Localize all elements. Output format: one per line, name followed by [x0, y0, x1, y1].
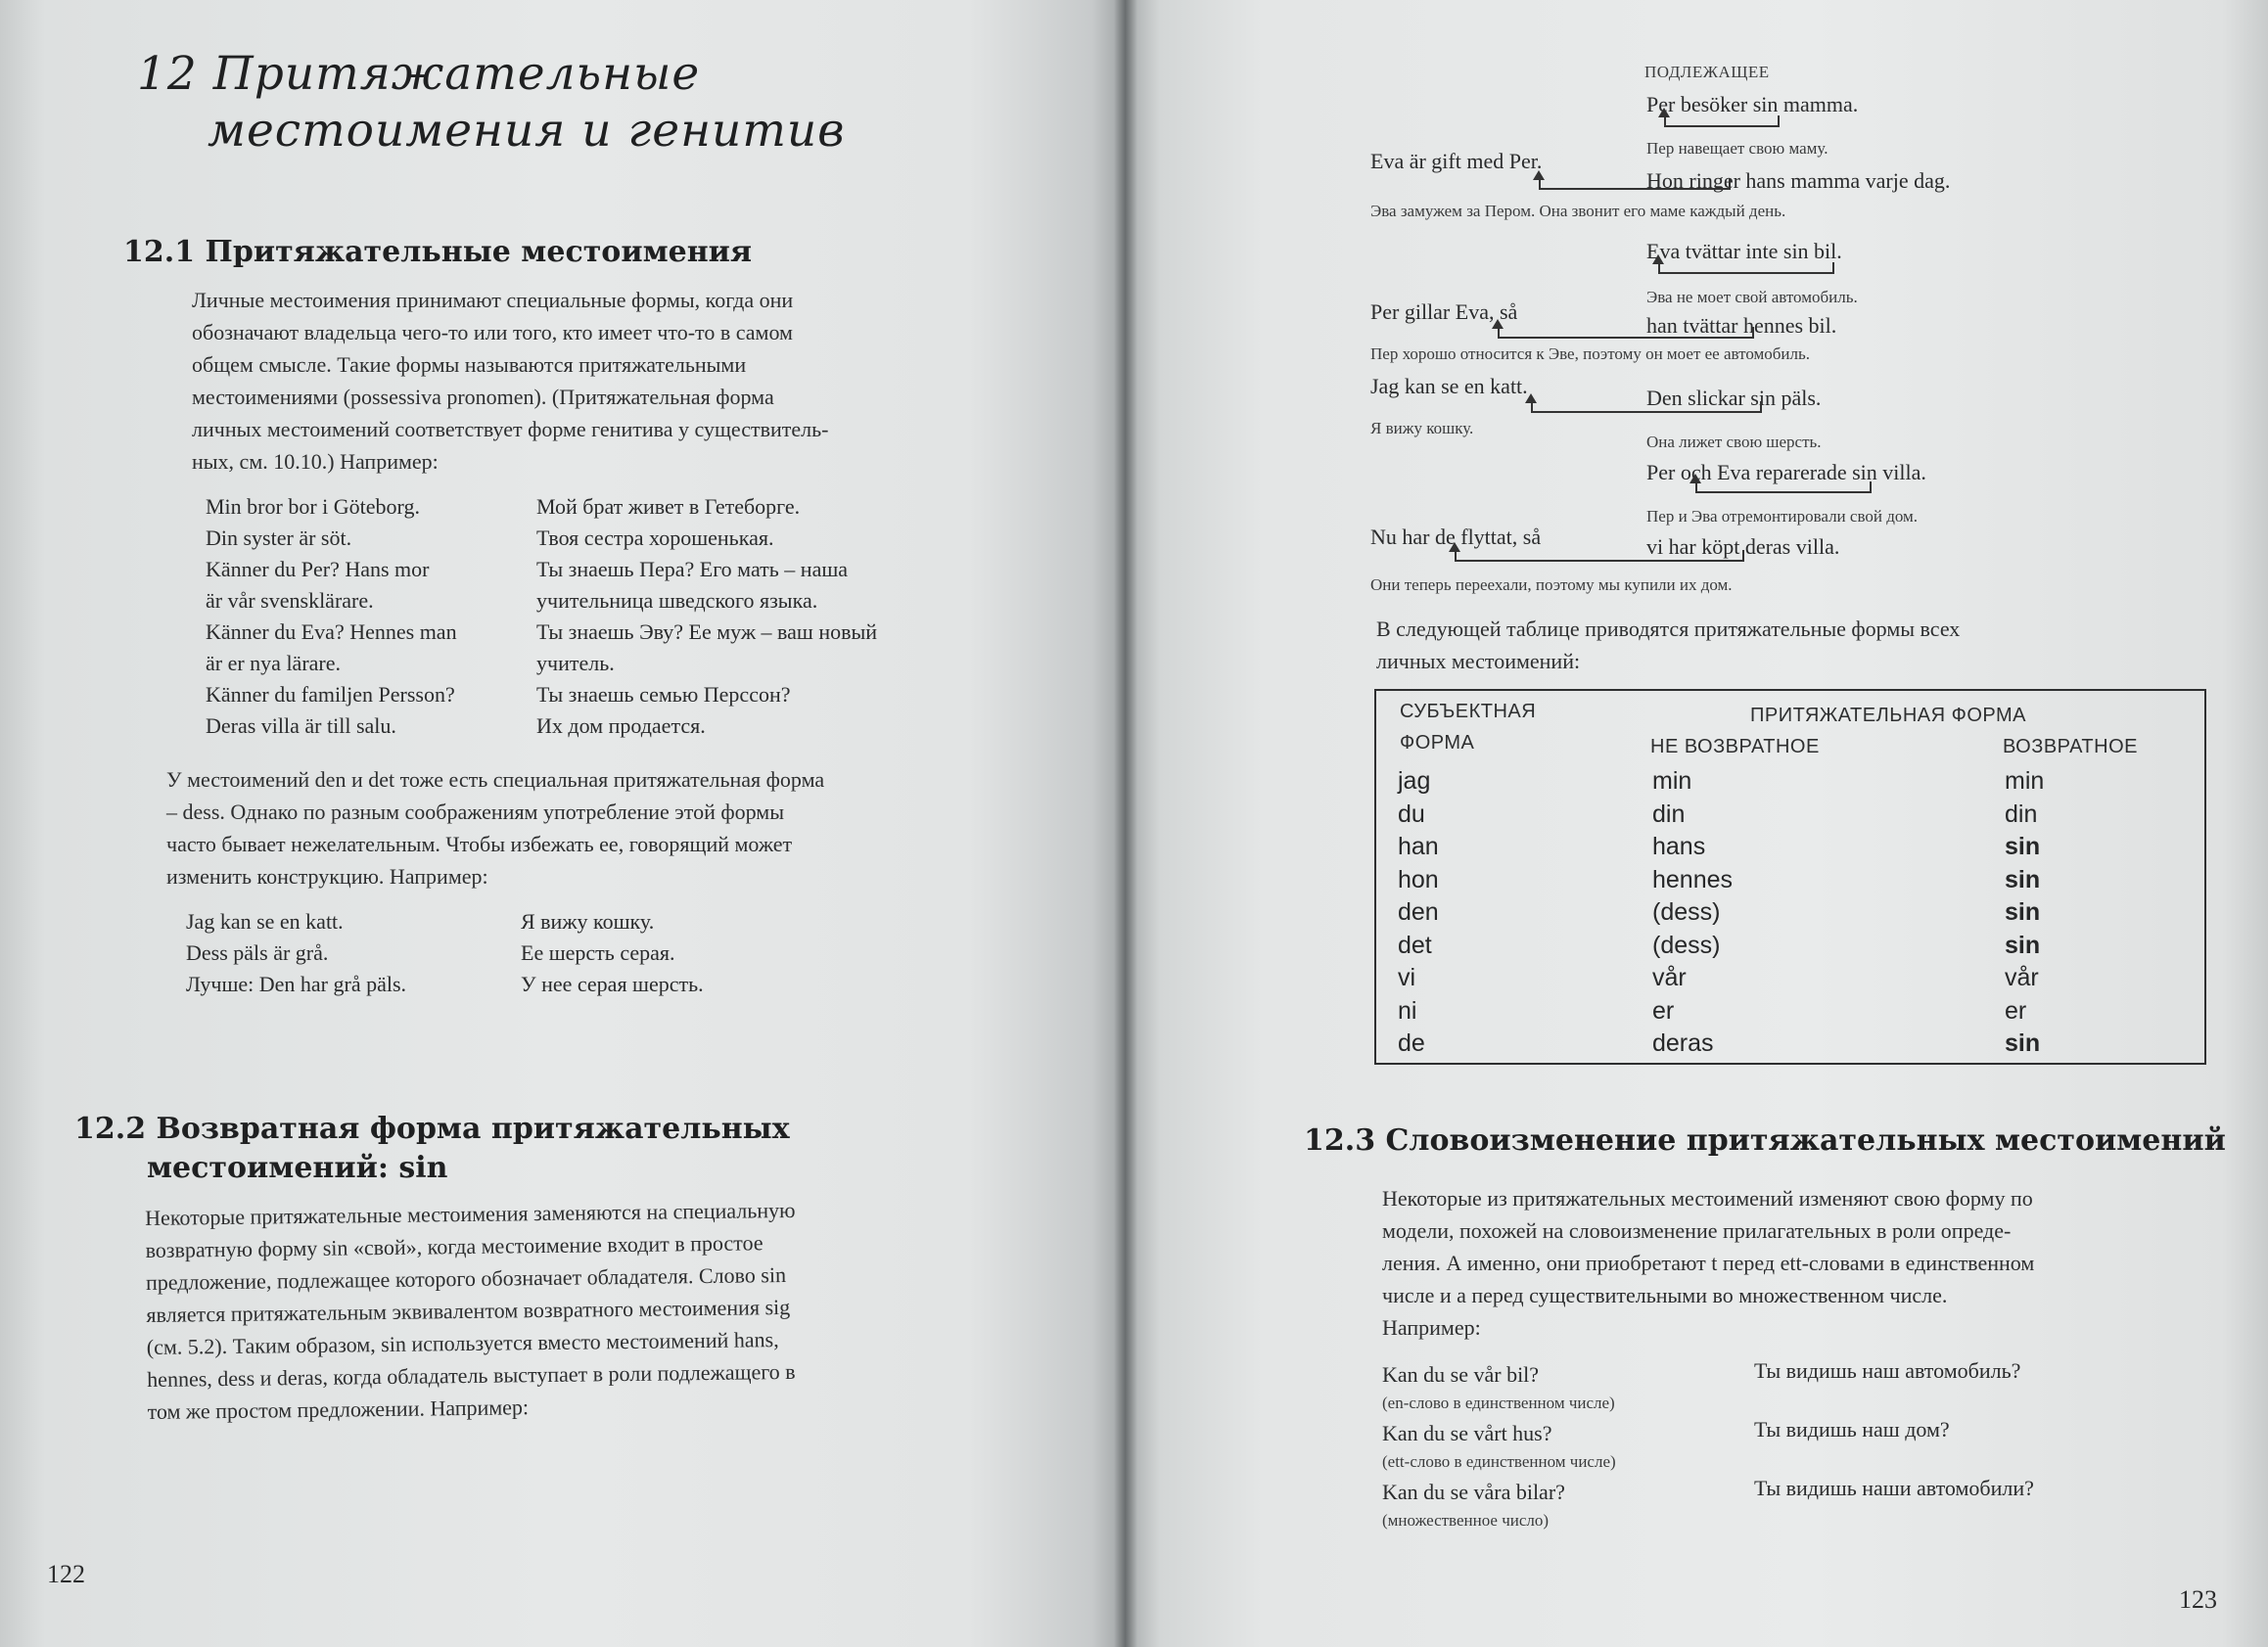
cell-reflexive: sin [2005, 898, 2041, 926]
arrow-up-icon [1492, 319, 1504, 329]
cell-subject: ni [1398, 996, 1417, 1025]
diagram-translation-5b: Она лижет свою шерсть. [1646, 433, 1822, 451]
diagram-sentence-2: Hon ringer hans mamma varje dag. [1646, 168, 1951, 193]
diagram-bracket [1539, 178, 1731, 190]
example-3-1-sv: Kan du se vår bil? [1382, 1362, 1540, 1387]
cell-non-reflexive: (dess) [1652, 931, 1721, 959]
example-3-2-sv: Kan du se vårt hus? [1382, 1421, 1552, 1445]
example-sv: är er nya lärare. [206, 651, 342, 675]
possessive-pronoun-table [1374, 689, 2206, 1065]
section-12-1-paragraph [192, 284, 995, 478]
example-3-1-ru: Ты видишь наш автомобиль? [1754, 1358, 2021, 1383]
diagram-sentence-5: Den slickar sin päls. [1646, 386, 1822, 410]
example-ru: Ты знаешь Эву? Ее муж – ваш новый [536, 619, 878, 644]
example-3-3-note: (множественное число) [1382, 1511, 1550, 1530]
para-line: числе и а перед существительными во множественном числе. [1382, 1283, 1948, 1307]
arrow-up-icon [1689, 474, 1701, 483]
para-line: – dess. Однако по разным соображениям употребление этой формы [166, 800, 784, 824]
diagram-translation-3: Эва не моет свой автомобиль. [1646, 288, 1858, 306]
diagram-sentence-3: Eva tvättar inte sin bil. [1646, 239, 1842, 263]
para-line: ления. А именно, они приобретают t перед ett-словами в единственном [1382, 1251, 2035, 1275]
diagram-translation-1: Пер навещает свою маму. [1646, 139, 1828, 158]
diagram-translation-4: Пер хорошо относится к Эве, поэтому он моет ее автомобиль. [1370, 344, 1810, 363]
header-subject-line1: СУБЪЕКТНАЯ [1400, 701, 1537, 722]
para-line: часто бывает нежелательным. Чтобы избежать ее, говорящий может [166, 832, 793, 856]
example-3-3-ru: Ты видишь наши автомобили? [1754, 1476, 2034, 1500]
example-ru: Я вижу кошку. [521, 909, 655, 934]
example-ru: Их дом продается. [536, 713, 706, 738]
cell-subject: han [1398, 833, 1439, 860]
cell-non-reflexive: (dess) [1652, 898, 1721, 926]
example-3-1-note: (en-слово в единственном числе) [1382, 1394, 1615, 1412]
para-line: том же простом предложении. Например: [147, 1395, 530, 1424]
book-gutter [1114, 0, 1137, 1647]
para-line: hennes, dess и deras, когда обладатель выступает в роли подлежащего в [147, 1358, 796, 1392]
diagram-bracket [1531, 401, 1762, 413]
cell-reflexive: er [2005, 996, 2027, 1025]
diagram-context-7: Nu har de flyttat, så [1370, 525, 1542, 549]
para-line: модели, похожей на словоизменение прилагательных в роли опреде- [1382, 1218, 2012, 1243]
cell-subject: jag [1398, 767, 1431, 795]
diagram-bracket [1498, 327, 1754, 339]
para-line: Некоторые притяжательные местоимения заменяются на специальную [145, 1197, 796, 1230]
right-page [1126, 0, 2268, 1647]
arrow-up-icon [1449, 542, 1460, 552]
header-non-reflexive: НЕ ВОЗВРАТНОЕ [1650, 736, 1820, 757]
example-ru: Ее шерсть серая. [521, 940, 675, 965]
para-line: местоимениями (possessiva pronomen). (Притяжательная форма [192, 385, 774, 409]
diagram-bracket [1695, 481, 1872, 493]
example-ru: Ты знаешь Пера? Его мать – наша [536, 557, 849, 581]
diagram-bracket [1658, 262, 1834, 274]
para-line: обозначают владельца чего-то или того, кто имеет что-то в самом [192, 320, 793, 344]
diagram-bracket [1455, 550, 1744, 562]
diagram-context-5: Jag kan se en katt. [1370, 374, 1528, 398]
examples-2-swedish [186, 906, 509, 1000]
cell-subject: vi [1398, 964, 1416, 991]
example-sv: Deras villa är till salu. [206, 713, 396, 738]
cell-subject: du [1398, 800, 1425, 828]
section-12-3-paragraph [1382, 1182, 2210, 1344]
arrow-up-icon [1652, 254, 1664, 264]
cell-non-reflexive: hans [1652, 833, 1706, 860]
example-sv: Känner du Per? Hans mor [206, 557, 430, 581]
example-ru: У нее серая шерсть. [521, 972, 704, 996]
cell-subject: de [1398, 1029, 1425, 1057]
cell-reflexive: sin [2005, 931, 2041, 959]
cell-reflexive: min [2005, 767, 2045, 795]
example-ru: учитель. [536, 651, 615, 675]
para-line: личных местоимений соответствует форме генитива у существитель- [192, 417, 829, 441]
cell-non-reflexive: din [1652, 800, 1686, 828]
cell-reflexive: sin [2005, 833, 2041, 860]
diagram-sentence-6: Per och Eva reparerade sin villa. [1646, 460, 1926, 484]
cell-non-reflexive: deras [1652, 1029, 1714, 1057]
example-ru: Твоя сестра хорошенькая. [536, 526, 774, 550]
cell-subject: det [1398, 931, 1432, 959]
example-sv: Min bror bor i Göteborg. [206, 494, 420, 519]
para-line: ных, см. 10.10.) Например: [192, 449, 439, 474]
example-sv: är vår svensklärare. [206, 588, 374, 613]
para-line: Личные местоимения принимают специальные формы, когда они [192, 288, 794, 312]
para-line: общем смысле. Такие формы называются притяжательными [192, 352, 747, 377]
example-3-3-sv: Kan du se våra bilar? [1382, 1480, 1565, 1504]
example-3-2-ru: Ты видишь наш дом? [1754, 1417, 1950, 1441]
example-sv: Känner du familjen Persson? [206, 682, 455, 707]
example-ru: Мой брат живет в Гетеборге. [536, 494, 801, 519]
diagram-sentence-4: han tvättar hennes bil. [1646, 313, 1837, 338]
diagram-context-4: Per gillar Eva, så [1370, 299, 1518, 324]
left-page [0, 0, 1126, 1647]
arrow-up-icon [1658, 108, 1670, 117]
subject-label: ПОДЛЕЖАЩЕЕ [1644, 63, 1770, 81]
chapter-title-line1: 12 Притяжательные [137, 47, 701, 101]
header-reflexive: ВОЗВРАТНОЕ [2003, 736, 2138, 757]
diagram-translation-7: Они теперь переехали, поэтому мы купили их дом. [1370, 575, 1733, 594]
header-possessive: ПРИТЯЖАТЕЛЬНАЯ ФОРМА [1750, 705, 2027, 726]
diagram-bracket [1664, 115, 1780, 127]
section-12-1-paragraph-2 [166, 763, 979, 892]
arrow-up-icon [1533, 170, 1545, 180]
example-ru: Ты знаешь семью Перссон? [536, 682, 791, 707]
section-12-3-heading: 12.3 Словоизменение притяжательных местоимений [1304, 1123, 2226, 1158]
example-ru: учительница шведского языка. [536, 588, 818, 613]
example-sv: Dess päls är grå. [186, 940, 329, 965]
cell-reflexive: sin [2005, 865, 2041, 893]
diagram-translation-2: Эва замужем за Пером. Она звонит его маме каждый день. [1370, 202, 1786, 220]
cell-reflexive: sin [2005, 1029, 2041, 1057]
cell-subject: hon [1398, 865, 1439, 893]
example-sv: Känner du Eva? Hennes man [206, 619, 457, 644]
header-subject-line2: ФОРМА [1400, 732, 1475, 754]
chapter-title-line2: местоимения и генитив [208, 104, 846, 158]
cell-non-reflexive: vår [1652, 964, 1687, 991]
cell-reflexive: din [2005, 800, 2038, 828]
cell-subject: den [1398, 898, 1439, 926]
table-intro-paragraph [1376, 613, 2218, 677]
para-line: является притяжательным эквивалентом возвратного местоимения sig [146, 1294, 791, 1327]
page-number-left: 122 [47, 1560, 85, 1588]
para-line: личных местоимений: [1376, 649, 1581, 673]
para-line: изменить конструкцию. Например: [166, 864, 488, 889]
section-12-2-heading-line1: 12.2 Возвратная форма притяжательных [74, 1112, 790, 1146]
examples-1-swedish [206, 491, 529, 742]
examples-1-russian [536, 491, 987, 742]
examples-2-russian [521, 906, 912, 1000]
example-3-2-note: (ett-слово в единственном числе) [1382, 1452, 1616, 1471]
arrow-up-icon [1525, 393, 1537, 403]
diagram-translation-5a: Я вижу кошку. [1370, 419, 1474, 437]
para-line: Например: [1382, 1315, 1481, 1340]
section-12-2-heading-line2: местоимений: sin [147, 1151, 448, 1185]
para-line: Некоторые из притяжательных местоимений изменяют свою форму по [1382, 1186, 2033, 1211]
diagram-translation-6: Пер и Эва отремонтировали свой дом. [1646, 507, 1919, 526]
diagram-context-2: Eva är gift med Per. [1370, 149, 1543, 173]
cell-non-reflexive: er [1652, 996, 1675, 1025]
example-sv: Лучше: Den har grå päls. [186, 972, 407, 996]
para-line: предложение, подлежащее которого обозначает обладателя. Слово sin [145, 1262, 787, 1295]
section-12-1-heading: 12.1 Притяжательные местоимения [123, 235, 753, 269]
cell-non-reflexive: hennes [1652, 865, 1734, 893]
diagram-sentence-1: Per besöker sin mamma. [1646, 92, 1859, 116]
para-line: В следующей таблице приводятся притяжательные формы всех [1376, 617, 1961, 641]
example-sv: Din syster är söt. [206, 526, 352, 550]
cell-reflexive: vår [2005, 964, 2039, 991]
diagram-sentence-7: vi har köpt deras villa. [1646, 534, 1840, 559]
para-line: возвратную форму sin «свой», когда местоимение входит в простое [145, 1230, 764, 1262]
page-number-right: 123 [2179, 1585, 2217, 1614]
example-sv: Jag kan se en katt. [186, 909, 344, 934]
section-12-2-paragraph [145, 1192, 970, 1428]
para-line: У местоимений den и det тоже есть специальная притяжательная форма [166, 767, 825, 792]
cell-non-reflexive: min [1652, 767, 1692, 795]
para-line: (см. 5.2). Таким образом, sin используется вместо местоимений hans, [146, 1327, 779, 1359]
